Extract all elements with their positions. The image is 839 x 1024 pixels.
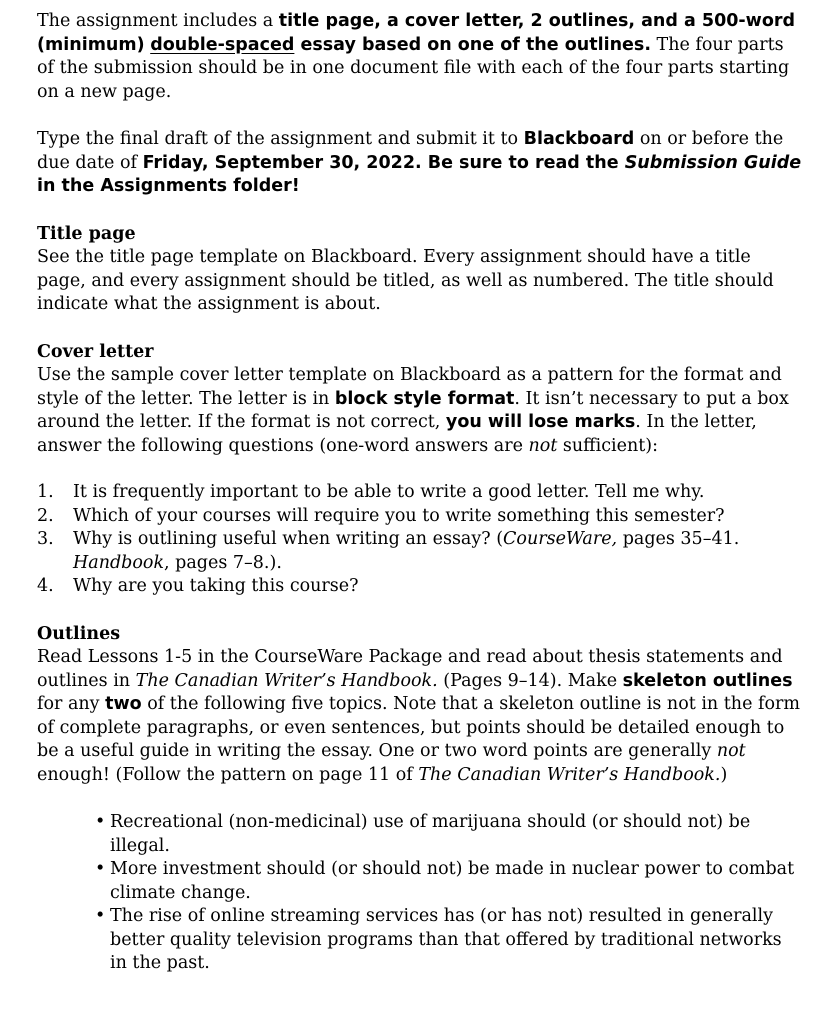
list-item: 3. Why is outlining useful when writing an essay? (CourseWare, pages 35–41. Handbook, pages 7–8.). — [37, 529, 740, 573]
outlines-heading: Outlines — [37, 623, 121, 644]
intro-paragraph — [37, 10, 803, 104]
cover-letter-heading: Cover letter — [37, 341, 154, 362]
blackboard-term: Blackboard — [523, 129, 635, 149]
assignments-folder-note: in the Assignments folder! — [37, 176, 300, 196]
skeleton-outlines-term: skeleton outlines — [622, 670, 793, 691]
outlines-body: Read Lessons 1-5 in the CourseWare Package and read about thesis statements and outlines in The Canadian Writer’s Handbook. (Pages 9–14). Make skeleton outlines for any two of the following five topics. Note that a skeleton outline is not in the form of complete paragraphs, or even sentences, but points should be detailed enough to be a useful guide in writing the essay. One or two word points are generally not enough! (Follow the pattern on page 11 of The Canadian Writer’s Handbook.) — [37, 647, 800, 785]
list-item: 4. Why are you taking this course? — [37, 576, 359, 596]
title-page-heading: Title page — [37, 223, 136, 244]
intro-parts-list: title page, a cover letter, 2 outlines, and a 500-word (minimum) — [37, 11, 796, 55]
intro-submission-note: The four parts of the submission should be in one document file with each of the four parts starting on a new page. — [37, 34, 790, 102]
handbook-title: The Canadian Writer’s Handbook. — [418, 764, 721, 785]
title-page-body: See the title page template on Blackboard. Every assignment should have a title page, and every assignment should be titled, as well as numbered. The title should indicate what the assignment is about. — [37, 247, 774, 314]
bullet-icon: • — [95, 906, 106, 926]
double-spaced-term: double-spaced — [150, 34, 295, 55]
bullet-icon: • — [95, 859, 106, 879]
cover-letter-body: Use the sample cover letter template on Blackboard as a pattern for the format and style of the letter. The letter is in block style format. It isn’t necessary to put a box around the letter. If the format is not correct, you will lose marks. In the letter, answer the following questions (one-word answers are not sufficient): — [37, 365, 789, 456]
list-item: • More investment should (or should not) be made in nuclear power to combat climate change. — [95, 858, 803, 905]
list-item: • The rise of online streaming services has (or has not) resulted in generally better quality television programs than that offered by traditional networks in the past. — [95, 905, 803, 976]
lose-marks-warning: you will lose marks — [445, 412, 636, 432]
submission-guide-term: Submission Guide — [624, 152, 802, 173]
block-style-term: block style format — [334, 388, 515, 409]
bullet-icon: • — [95, 812, 106, 832]
cover-letter-questions — [37, 481, 803, 599]
list-item: 2. Which of your courses will require you to write something this semester? — [37, 505, 725, 526]
intro-essay-basis: essay based on one of the outlines. — [294, 34, 651, 55]
intro-text: The assignment includes a — [37, 11, 279, 31]
due-date-paragraph: Type the final draft of the assignment and submit it to Blackboard on or before the due date of Friday, September 30, 2022. Be sure to read the Submission Guide in the Assignments folder! — [37, 129, 802, 196]
list-item: 1. It is frequently important to be able to write a good letter. Tell me why. — [37, 482, 705, 502]
handbook-title: The Canadian Writer’s Handbook. — [135, 670, 438, 691]
outline-topics — [37, 811, 803, 976]
due-date: Friday, September 30, 2022. Be sure to read the — [142, 152, 625, 173]
list-item: • Recreational (non-medicinal) use of marijuana should (or should not) be illegal. — [95, 811, 803, 858]
